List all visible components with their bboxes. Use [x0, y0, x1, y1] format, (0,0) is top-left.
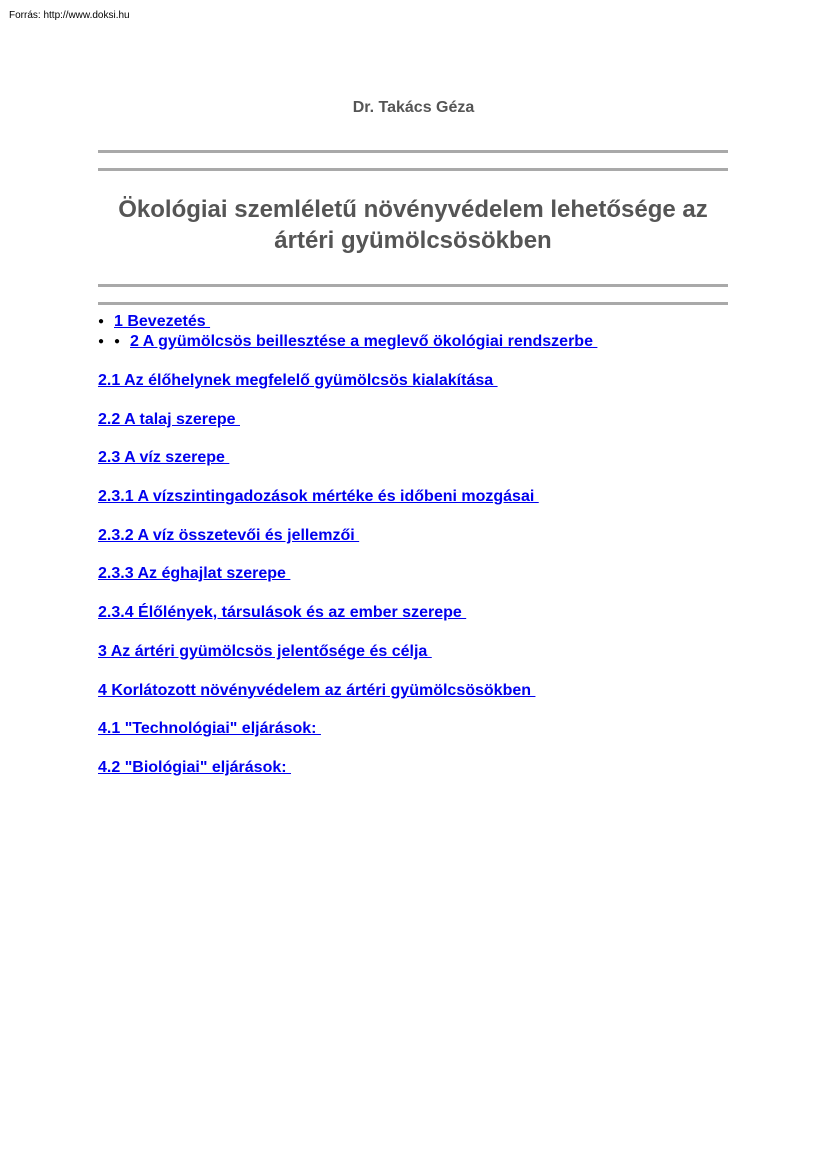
toc-bullet-item: [98, 332, 597, 352]
toc-item: [98, 603, 539, 642]
horizontal-rule: [98, 168, 728, 171]
horizontal-rule: [98, 284, 728, 287]
toc-item: [98, 487, 539, 526]
author-name: Dr. Takács Géza: [352, 99, 475, 116]
source-note: Forrás: http://www.doksi.hu: [9, 10, 130, 21]
toc-link[interactable]: 4.2 "Biológiai" eljárások:: [98, 758, 292, 776]
toc-item: [98, 410, 539, 449]
toc-link-bevezetes[interactable]: 1 Bevezetés: [114, 313, 211, 330]
toc-item: [98, 564, 539, 603]
toc-link[interactable]: 2.2 A talaj szerepe: [98, 410, 240, 428]
toc-link-gyumolcsos-beillesztese[interactable]: 2 A gyümölcsös beillesztése a meglevő ökológiai rendszerbe: [130, 333, 598, 350]
toc-bullet-item: [98, 312, 597, 332]
toc-link[interactable]: 2.3.4 Élőlények, társulások és az ember szerepe: [98, 604, 467, 622]
toc-section-list: [98, 371, 539, 797]
document-title: Ökológiai szemléletű növényvédelem lehetősége az ártéri gyümölcsösökben: [118, 196, 708, 254]
bullet-icon: ●: [114, 336, 121, 347]
toc-item: [98, 448, 539, 487]
toc-link[interactable]: 2.3.2 A víz összetevői és jellemzői: [98, 526, 360, 544]
horizontal-rule: [98, 150, 728, 153]
toc-item: [98, 681, 539, 720]
toc-item: [98, 758, 539, 797]
toc-link[interactable]: 4 Korlátozott növényvédelem az ártéri gyümölcsösökben: [98, 681, 536, 699]
toc-link[interactable]: 2.3 A víz szerepe: [98, 449, 230, 467]
toc-link[interactable]: 2.3.1 A vízszintingadozások mértéke és időbeni mozgásai: [98, 488, 539, 506]
toc-link[interactable]: 3 Az ártéri gyümölcsös jelentősége és célja: [98, 642, 432, 660]
toc-item: [98, 719, 539, 758]
bullet-icon: ●: [98, 336, 105, 347]
toc-bullet-list: [98, 312, 597, 352]
toc-link[interactable]: 4.1 "Technológiai" eljárások:: [98, 720, 321, 738]
toc-link[interactable]: 2.3.3 Az éghajlat szerepe: [98, 565, 291, 583]
toc-item: [98, 642, 539, 681]
toc-link[interactable]: 2.1 Az élőhelynek megfelelő gyümölcsös kialakítása: [98, 372, 498, 389]
toc-item: [98, 371, 539, 410]
bullet-icon: ●: [98, 316, 105, 327]
toc-item: [98, 526, 539, 565]
horizontal-rule: [98, 302, 728, 305]
